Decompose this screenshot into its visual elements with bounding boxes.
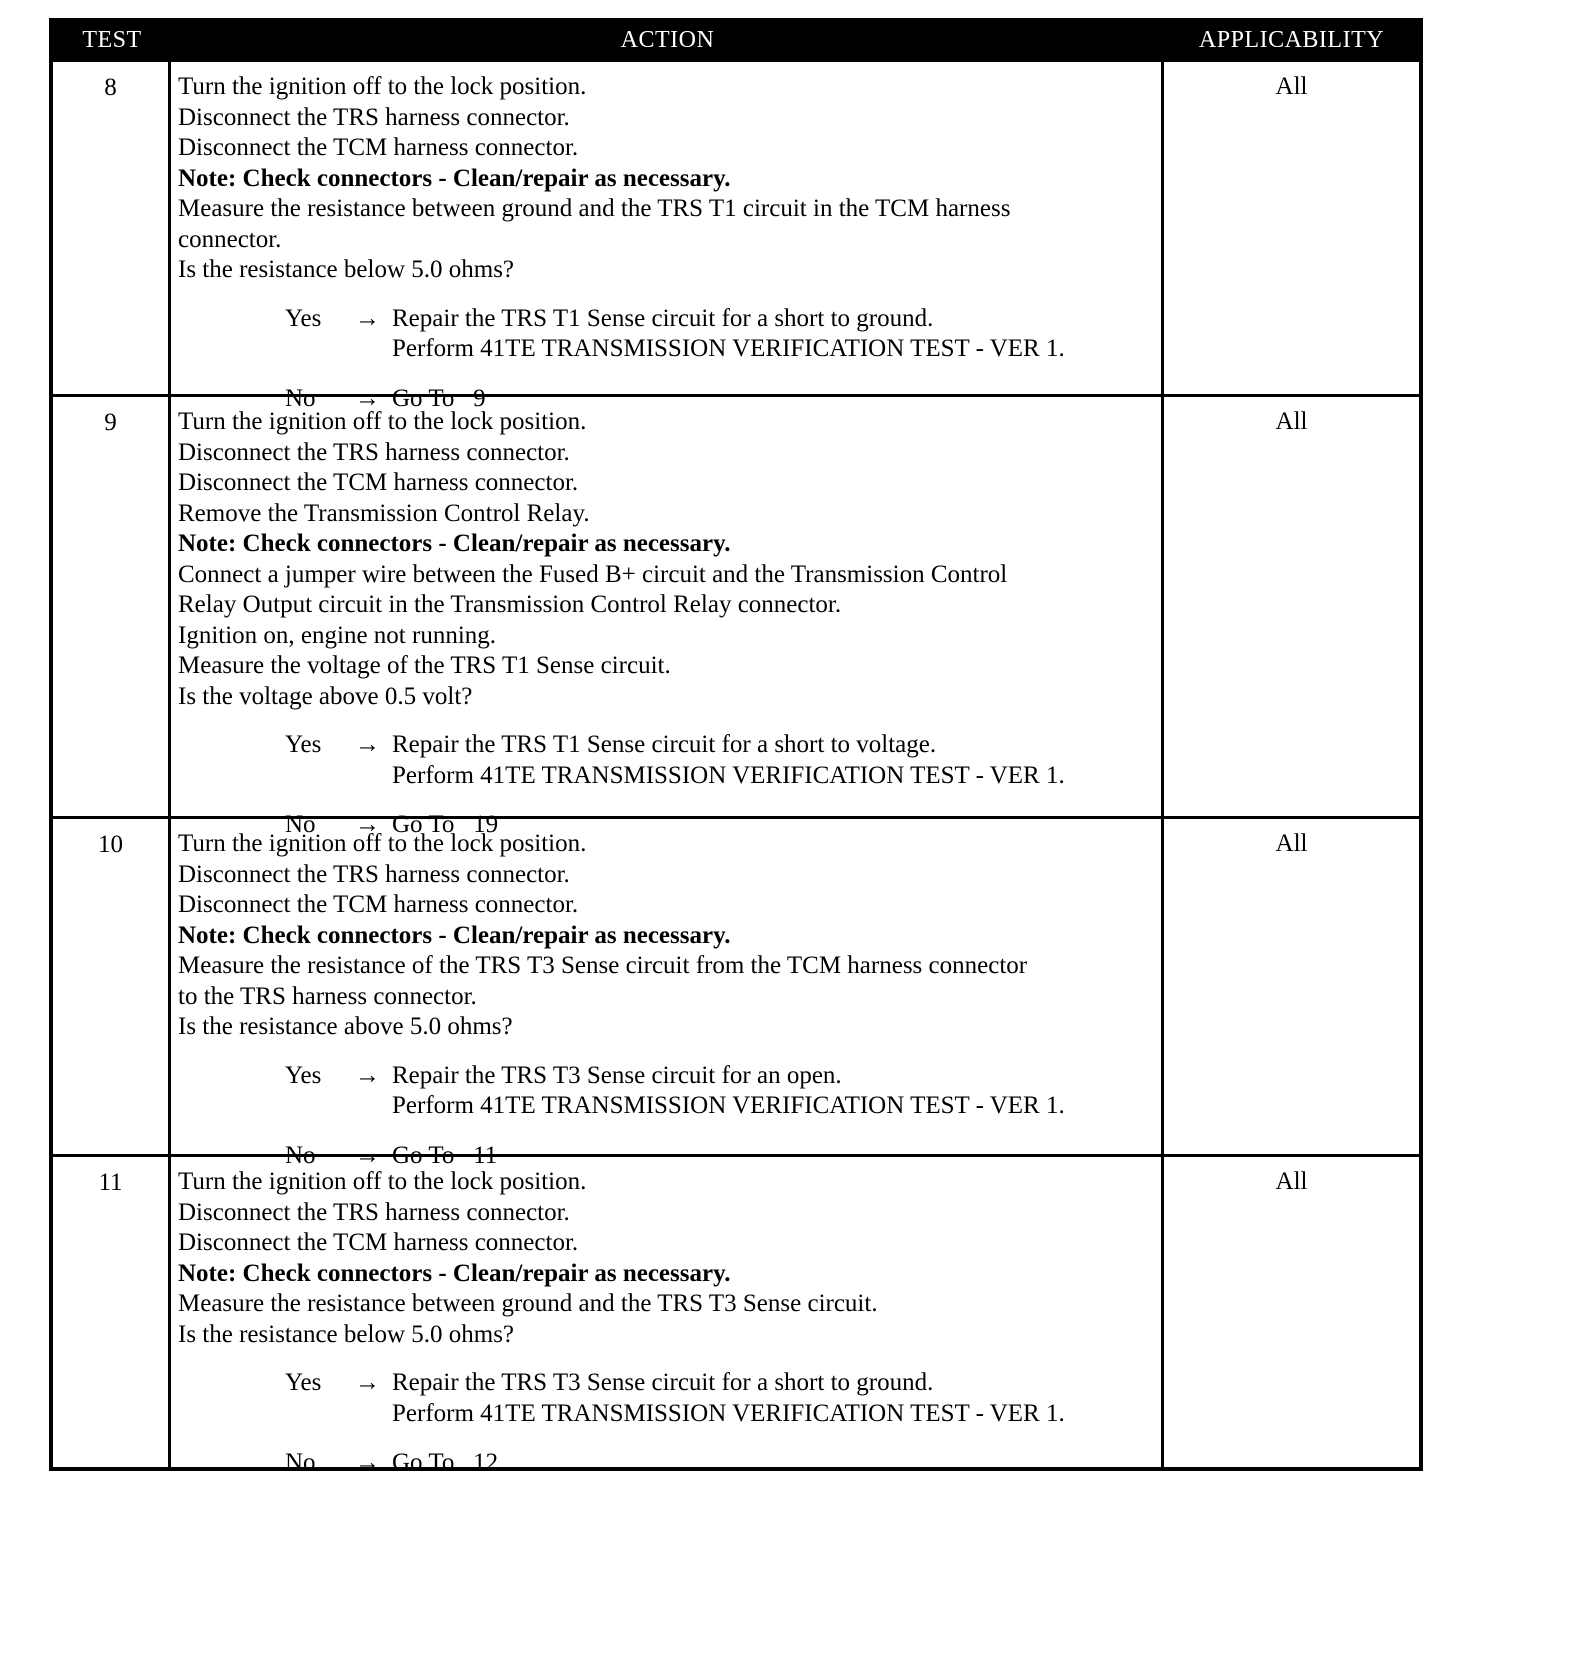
right-arrow-icon: →: [355, 1369, 380, 1396]
action-step: Is the resistance below 5.0 ohms?: [178, 256, 515, 283]
action-step: connector.: [178, 225, 282, 253]
action-step: Turn the ignition off to the lock position.: [178, 830, 587, 857]
right-arrow-icon: →: [355, 1061, 380, 1089]
right-arrow-icon: →: [355, 811, 380, 838]
test-number: 11: [53, 1157, 171, 1467]
action-step: Disconnect the TRS harness connector.: [178, 438, 570, 466]
no-label: No: [285, 1141, 316, 1169]
yes-result: [392, 730, 1065, 791]
table-body: [53, 59, 1419, 1476]
test-number: 8: [53, 62, 171, 394]
action-step: Measure the resistance of the TRS T3 Sense circuit from the TCM harness connector: [178, 952, 1028, 979]
table-row: [53, 816, 1419, 1169]
no-label: No: [285, 811, 316, 838]
right-arrow-icon: →: [355, 731, 380, 758]
right-arrow-icon: →: [355, 304, 380, 332]
test-number: 10: [53, 819, 171, 1154]
applicability-cell: All: [1275, 73, 1308, 100]
action-step: Disconnect the TCM harness connector.: [178, 1229, 579, 1256]
action-note: Note: Check connectors - Clean/repair as necessary.: [178, 1259, 731, 1287]
applicability-cell: All: [1275, 830, 1308, 857]
action-step: Disconnect the TRS harness connector.: [178, 103, 570, 131]
yes-result-line: Perform 41TE TRANSMISSION VERIFICATION TEST - VER 1.: [392, 1399, 1065, 1427]
header-action: ACTION: [620, 27, 715, 53]
action-step: to the TRS harness connector.: [178, 982, 477, 1010]
no-result: Go To 9: [392, 384, 486, 412]
header-test: TEST: [82, 27, 142, 53]
action-step: Ignition on, engine not running.: [178, 621, 497, 649]
yes-answer: [285, 304, 1161, 365]
yes-result-line: Perform 41TE TRANSMISSION VERIFICATION TEST - VER 1.: [392, 761, 1065, 789]
action-step: Disconnect the TRS harness connector.: [178, 1198, 570, 1226]
yes-answer: [285, 730, 1161, 791]
yes-result-line: Repair the TRS T3 Sense circuit for a short to ground.: [392, 1369, 934, 1396]
action-note: Note: Check connectors - Clean/repair as necessary.: [178, 921, 731, 949]
action-step: Relay Output circuit in the Transmission Control Relay connector.: [178, 591, 842, 618]
yes-result-line: Perform 41TE TRANSMISSION VERIFICATION TEST - VER 1.: [392, 1092, 1065, 1119]
yes-label: Yes: [285, 1369, 322, 1396]
action-step: Is the voltage above 0.5 volt?: [178, 682, 473, 710]
yes-label: Yes: [285, 1061, 322, 1089]
action-step: Remove the Transmission Control Relay.: [178, 499, 590, 527]
action-step: Disconnect the TRS harness connector.: [178, 860, 570, 888]
action-cell: [171, 819, 1164, 1169]
action-step: Measure the resistance between ground and the TRS T1 circuit in the TCM harness: [178, 195, 1011, 222]
action-step: Disconnect the TCM harness connector.: [178, 469, 579, 496]
action-step: Disconnect the TCM harness connector.: [178, 891, 579, 918]
right-arrow-icon: →: [355, 384, 380, 412]
header-applicability: APPLICABILITY: [1198, 27, 1385, 53]
action-cell: [171, 62, 1164, 412]
action-note: Note: Check connectors - Clean/repair as necessary.: [178, 530, 731, 557]
action-step: Measure the voltage of the TRS T1 Sense circuit.: [178, 652, 671, 679]
test-number: 9: [53, 397, 171, 816]
yes-result-line: Perform 41TE TRANSMISSION VERIFICATION TEST - VER 1.: [392, 335, 1065, 362]
yes-result-line: Repair the TRS T1 Sense circuit for a short to ground.: [392, 304, 934, 332]
action-step: Turn the ignition off to the lock position.: [178, 1168, 587, 1195]
table-header: [53, 22, 1419, 59]
no-result: Go To 11: [392, 1141, 498, 1169]
table-row: [53, 1154, 1419, 1476]
no-answer: [285, 1448, 1161, 1479]
table-row: [53, 59, 1419, 412]
yes-result-line: Repair the TRS T1 Sense circuit for a short to voltage.: [392, 731, 937, 758]
diagnostic-test-table: [49, 18, 1423, 1476]
action-step: Disconnect the TCM harness connector.: [178, 134, 579, 161]
yes-label: Yes: [285, 731, 322, 758]
right-arrow-icon: →: [355, 1141, 380, 1169]
action-note: Note: Check connectors - Clean/repair as necessary.: [178, 164, 731, 192]
action-step: Is the resistance above 5.0 ohms?: [178, 1013, 513, 1040]
action-cell: [171, 1157, 1164, 1476]
yes-label: Yes: [285, 304, 322, 332]
applicability-cell: All: [1275, 1168, 1308, 1195]
yes-answer: [285, 1061, 1161, 1122]
action-step: Is the resistance below 5.0 ohms?: [178, 1320, 515, 1348]
action-step: Measure the resistance between ground and the TRS T3 Sense circuit.: [178, 1290, 878, 1317]
yes-result-line: Repair the TRS T3 Sense circuit for an open.: [392, 1061, 842, 1089]
yes-answer: [285, 1368, 1161, 1429]
right-arrow-icon: →: [355, 1449, 380, 1476]
applicability-cell: All: [1275, 408, 1308, 435]
no-result: Go To 19: [392, 811, 499, 838]
yes-result: [392, 304, 1065, 365]
no-result: Go To 12: [392, 1449, 499, 1476]
action-step: Turn the ignition off to the lock position.: [178, 73, 587, 100]
yes-result: [392, 1061, 1065, 1122]
no-label: No: [285, 384, 316, 412]
action-step: Turn the ignition off to the lock position.: [178, 408, 587, 435]
action-step: Connect a jumper wire between the Fused B+ circuit and the Transmission Control: [178, 560, 1008, 588]
no-label: No: [285, 1449, 316, 1476]
table-row: [53, 394, 1419, 838]
action-cell: [171, 397, 1164, 838]
yes-result: [392, 1368, 1065, 1429]
